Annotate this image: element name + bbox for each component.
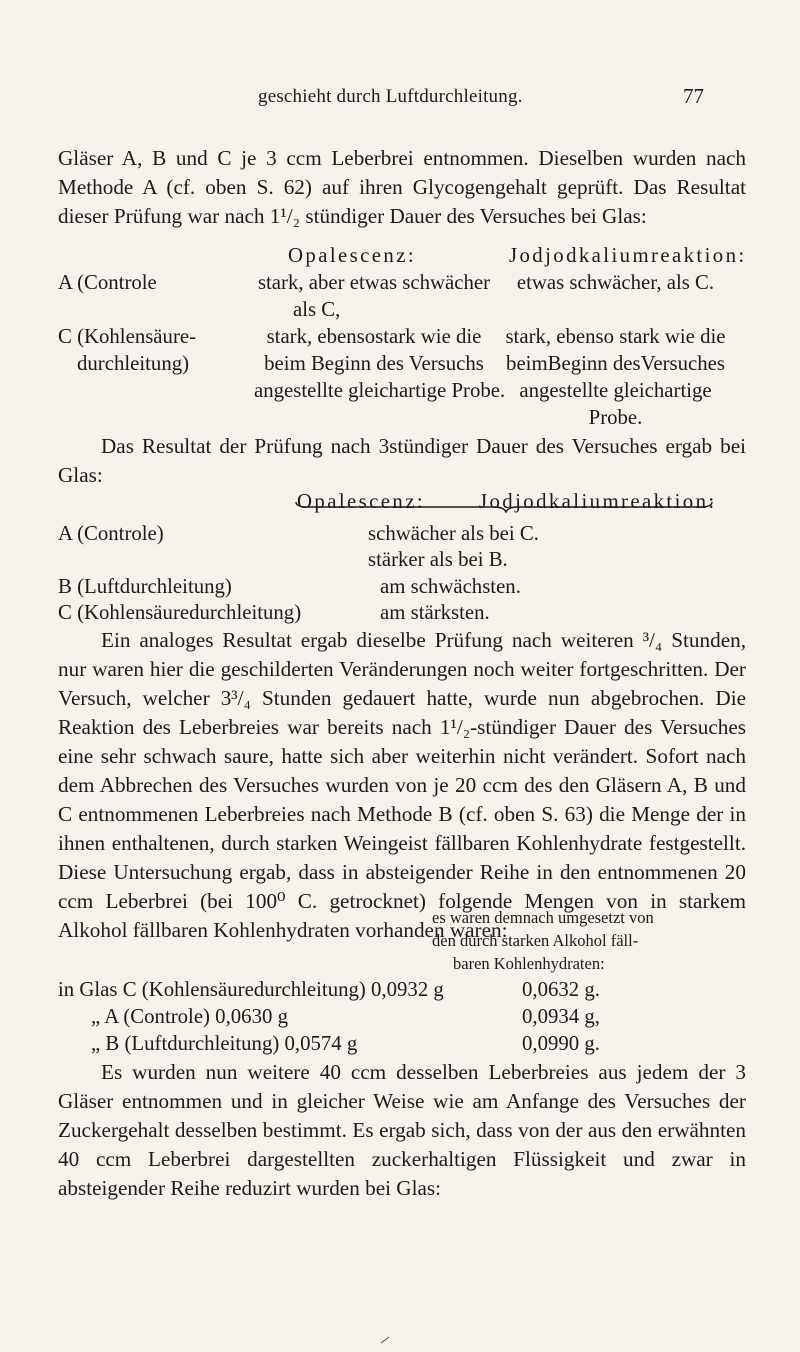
table1-c-opal-line3: angestellte gleichartige Probe. bbox=[254, 379, 506, 402]
paragraph-analysis: Ein analoges Resultat ergab dieselbe Prüfung nach weiteren ³/₄ Stunden, nur waren hier die geschilderten Veränderungen noch weiter fortgeschritten. Der Versuch, welcher 3³/₄ Stunden gedauert hatte, wurde nun abgebrochen. Die Reaktion des Leberbreies war bereits nach 1¹/₂-stündiger Dauer des Versuches eine sehr schwach saure, hatte sich aber weiterhin nicht verändert. Sofort nach dem Abbrechen des Versuches wurden von je 20 ccm des den Gläsern A, B und C entnommenen Leberbreies nach Methode B (cf. oben S. 63) die Menge der in ihnen enthaltenen, durch starken Weingeist fällbaren Kohlenhydrate festgestellt. Diese Untersuchung ergab, dass in absteigender Reihe in den entnommenen 20 ccm Leberbrei (bei 100⁰ C. getrocknet) folgende Mengen von in starkem Alkohol fällbaren Kohlenhydraten vorhanden waren: bbox=[58, 628, 746, 942]
table2-glass-b: B (Luftdurchleitung) bbox=[58, 575, 232, 598]
table2-head-jodreaktion: Jodjodkaliumreaktion: bbox=[479, 490, 717, 513]
table2-glass-a: A (Controle) bbox=[58, 522, 164, 545]
table3-note-line3: baren Kohlenhydraten: bbox=[453, 954, 605, 973]
table2-a-result-line2: stärker als bei B. bbox=[368, 548, 508, 571]
table1-c-opal-line1: stark, ebensostark wie die bbox=[266, 325, 482, 348]
table1-c-jod-line1: stark, ebenso stark wie die bbox=[505, 325, 726, 348]
table2-glass-c: C (Kohlensäuredurchleitung) bbox=[58, 601, 302, 624]
table1-glass-a: A (Controle bbox=[58, 271, 157, 294]
table2-c-result: am stärksten. bbox=[380, 601, 490, 624]
table2-b-result: am schwächsten. bbox=[380, 575, 521, 598]
table1-c-opal-line2: beim Beginn des Versuchs bbox=[264, 352, 484, 375]
running-head: geschieht durch Luftdurchleitung. bbox=[258, 86, 523, 107]
paragraph-sugar: Es wurden nun weitere 40 ccm desselben Leberbreies aus jedem der 3 Gläser entnommen und in gleicher Weise wie am Anfange des Versuches der Zuckergehalt desselben bestimmt. Es ergab sich, dass von der aus den erwähnten 40 ccm Leberbrei dargestellten zuckerhaltigen Flüssigkeit und zwar in absteigender Reihe reduzirt wurden bei Glas: bbox=[58, 1060, 746, 1200]
stray-mark-icon bbox=[380, 1336, 390, 1344]
table1-a-opal-line1: stark, aber etwas schwächer bbox=[257, 271, 491, 294]
table1-head-opalescenz: Opalescenz: bbox=[288, 244, 417, 267]
page-number: 77 bbox=[683, 84, 704, 108]
table2-a-result-line1: schwächer als bei C. bbox=[368, 522, 539, 545]
table2-head-opalescenz: Opalescenz: bbox=[297, 490, 426, 513]
table3-note-line2: den durch starken Alkohol fäll- bbox=[432, 931, 639, 950]
table1-c-jod-line2: beimBeginn desVersuches bbox=[506, 352, 725, 375]
paragraph-3h-result: Das Resultat der Prüfung nach 3stündiger Dauer des Versuches ergab bei Glas: bbox=[58, 434, 746, 487]
table1-c-jod-line3: angestellte gleichartige bbox=[519, 379, 712, 402]
table3-row-glass-b-converted: 0,0990 g. bbox=[522, 1032, 600, 1055]
table1-a-opal-line2: als C, bbox=[293, 298, 341, 321]
table3-row-glass-b: „ B (Luftdurchleitung) 0,0574 g bbox=[91, 1032, 358, 1055]
table3-row-glass-c-converted: 0,0632 g. bbox=[522, 978, 600, 1001]
table1-a-jod-line1: etwas schwächer, als C. bbox=[516, 271, 715, 294]
table3-row-glass-a-converted: 0,0934 g, bbox=[522, 1005, 600, 1028]
table3-note-line1: es waren demnach umgesetzt von bbox=[432, 908, 654, 927]
intro-paragraph: Gläser A, B und C je 3 ccm Leberbrei entnommen. Dieselben wurden nach Methode A (cf. oben S. 62) auf ihren Glycogengehalt geprüft. Das Resultat dieser Prüfung war nach 1¹/₂ stündiger Dauer des Versuches bei Glas: bbox=[58, 146, 746, 228]
curly-brace-icon bbox=[294, 501, 714, 513]
table1-head-jodreaktion: Jodjodkaliumreaktion: bbox=[509, 244, 747, 267]
table1-glass-c-line2: durchleitung) bbox=[77, 352, 190, 375]
table3-row-glass-c: in Glas C (Kohlensäuredurchleitung) 0,0932 g bbox=[58, 978, 444, 1001]
table3-row-glass-a: „ A (Controle) 0,0630 g bbox=[91, 1005, 288, 1028]
table1-glass-c-line1: C (Kohlensäure- bbox=[58, 325, 197, 348]
table1-c-jod-line4: Probe. bbox=[588, 406, 643, 429]
